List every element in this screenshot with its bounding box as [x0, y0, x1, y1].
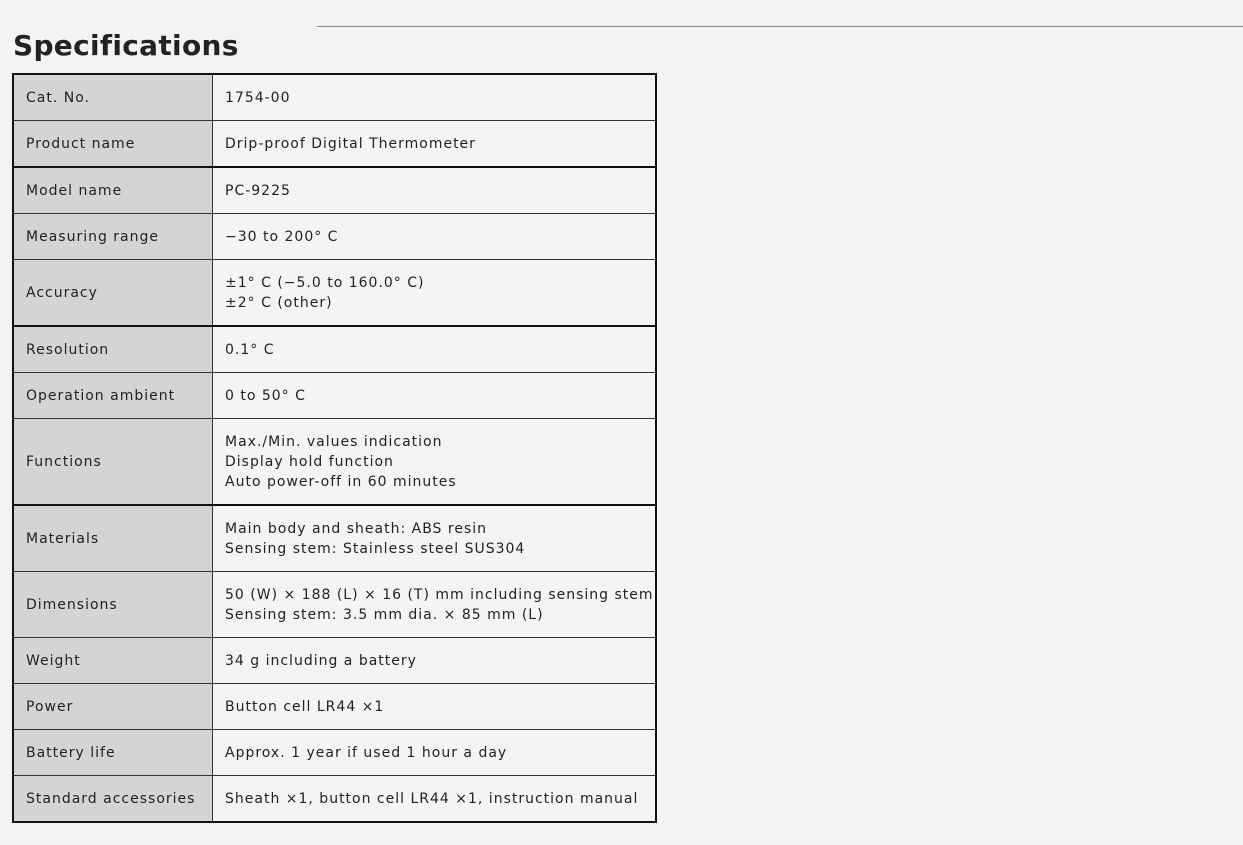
spec-value-line: 1754-00: [225, 89, 291, 106]
spec-value-line: 34 g including a battery: [225, 652, 417, 669]
spec-value-line: Sensing stem: Stainless steel SUS304: [225, 540, 526, 557]
spec-value-line: Sensing stem: 3.5 mm dia. × 85 mm (L): [225, 606, 544, 623]
spec-value-power: [213, 684, 657, 730]
spec-value-weight: [213, 638, 657, 684]
spec-value-product-name: [213, 121, 657, 168]
spec-value-line: Drip-proof Digital Thermometer: [225, 135, 476, 152]
spec-value-measuring-range: [213, 214, 657, 260]
spec-value-line: ±2° C (other): [225, 294, 333, 311]
spec-value-accuracy: [213, 260, 657, 327]
spec-label-functions: Functions: [13, 419, 213, 506]
spec-value-line: PC-9225: [225, 182, 291, 199]
spec-value-dimensions: [213, 572, 657, 638]
spec-label-cat-no: Cat. No.: [13, 74, 213, 121]
spec-value-line: Button cell LR44 ×1: [225, 698, 385, 715]
spec-value-cat-no: [213, 74, 657, 121]
spec-value-standard-accessories: [213, 776, 657, 823]
spec-value-line: Display hold function: [225, 453, 394, 470]
spec-value-model-name: [213, 167, 657, 214]
spec-label-dimensions: Dimensions: [13, 572, 213, 638]
spec-value-line: 50 (W) × 188 (L) × 16 (T) mm including sensing stem: [225, 586, 654, 603]
spec-label-battery-life: Battery life: [13, 730, 213, 776]
spec-label-weight: Weight: [13, 638, 213, 684]
title-divider: [317, 26, 1243, 27]
spec-label-measuring-range: Measuring range: [13, 214, 213, 260]
page-title: Specifications: [13, 28, 239, 62]
spec-value-functions: [213, 419, 657, 506]
table-row: [13, 260, 656, 327]
table-row: [13, 214, 656, 260]
table-row: [13, 505, 656, 572]
table-row: [13, 167, 656, 214]
spec-value-line: Sheath ×1, button cell LR44 ×1, instruction manual: [225, 790, 639, 807]
spec-value-battery-life: [213, 730, 657, 776]
spec-label-model-name: Model name: [13, 167, 213, 214]
spec-label-operation-ambient: Operation ambient: [13, 373, 213, 419]
table-row: [13, 776, 656, 823]
table-row: [13, 684, 656, 730]
table-row: [13, 730, 656, 776]
spec-value-line: 0 to 50° C: [225, 387, 306, 404]
spec-value-line: Max./Min. values indication: [225, 433, 443, 450]
spec-label-standard-accessories: Standard accessories: [13, 776, 213, 823]
specifications-table: [12, 73, 657, 823]
spec-value-resolution: [213, 326, 657, 373]
spec-label-accuracy: Accuracy: [13, 260, 213, 327]
spec-label-materials: Materials: [13, 505, 213, 572]
spec-label-product-name: Product name: [13, 121, 213, 168]
table-row: [13, 121, 656, 168]
spec-value-line: Approx. 1 year if used 1 hour a day: [225, 744, 508, 761]
table-row: [13, 74, 656, 121]
spec-value-materials: [213, 505, 657, 572]
spec-label-resolution: Resolution: [13, 326, 213, 373]
spec-value-line: −30 to 200° C: [225, 228, 339, 245]
table-row: [13, 419, 656, 506]
spec-value-operation-ambient: [213, 373, 657, 419]
spec-value-line: 0.1° C: [225, 341, 275, 358]
table-row: [13, 638, 656, 684]
table-row: [13, 326, 656, 373]
table-row: [13, 373, 656, 419]
table-row: [13, 572, 656, 638]
spec-value-line: ±1° C (−5.0 to 160.0° C): [225, 274, 425, 291]
spec-label-power: Power: [13, 684, 213, 730]
spec-value-line: Main body and sheath: ABS resin: [225, 520, 488, 537]
spec-value-line: Auto power-off in 60 minutes: [225, 473, 457, 490]
